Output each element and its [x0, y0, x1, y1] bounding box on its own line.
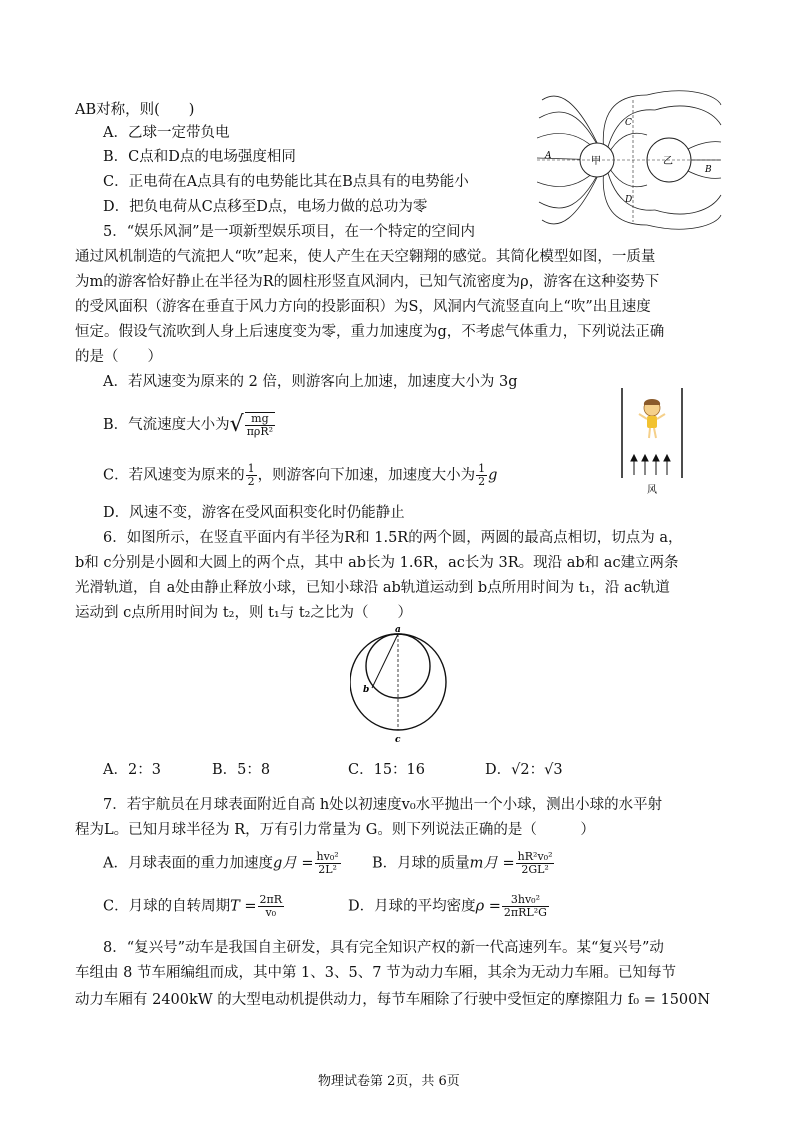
q7-option-d-lhs: ρ =: [475, 898, 501, 915]
q4-label-jia: 甲: [591, 156, 601, 167]
q7-option-d-text: D．月球的平均密度: [348, 898, 476, 915]
q7-option-b-den: 2GL²: [521, 863, 549, 876]
q7-option-c-lhs: T =: [230, 898, 257, 915]
q7-option-a-text: A．月球表面的重力加速度: [103, 855, 273, 872]
q4-label-yi: 乙: [663, 156, 673, 167]
q5-option-b: B．气流速度大小为√ $\frac{mg}{\text{πρR²}}$: [103, 412, 274, 438]
q7-option-c-text: C．月球的自转周期: [103, 898, 231, 915]
q5-option-b-num: mg: [245, 413, 275, 426]
q4-option-c: C．正电荷在A点具有的电势能比其在B点具有的电势能小: [103, 174, 469, 190]
q5-option-b-text: B．气流速度大小为: [103, 417, 230, 433]
q7-option-a: [103, 851, 342, 876]
q5-option-d: D．风速不变，游客在受风面积变化时仍能静止: [103, 505, 405, 521]
q5-option-c-g: g: [488, 467, 498, 484]
q7-line-2: 程为L。已知月球半径为 R，万有引力常量为 G。则下列说法正确的是（ ）: [75, 822, 595, 838]
q4-stem-tail: AB对称，则( ): [75, 102, 195, 118]
page-footer: 物理试卷第 2页，共 6页: [318, 1074, 460, 1089]
q4-label-b: B: [705, 165, 712, 175]
q5-line-1: 5．“娱乐风洞”是一项新型娱乐项目，在一个特定的空间内: [103, 224, 476, 240]
q7-option-d: [348, 894, 550, 919]
q8-line-3: 动力车厢有 2400kW 的大型电动机提供动力，每节车厢除了行驶中受恒定的摩擦阻力 f₀ = 1500N: [75, 992, 711, 1008]
q7-option-b-lhs: m月 =: [469, 855, 515, 872]
q7-option-a-lhs: g月 =: [272, 855, 314, 872]
q7-option-b: [372, 851, 555, 876]
q4-option-b: B．C点和D点的电场强度相同: [103, 149, 296, 165]
q4-label-a: A: [545, 151, 552, 161]
q8-line-1: 8．“复兴号”动车是我国自主研发，具有完全知识产权的新一代高速列车。某“复兴号”动: [103, 940, 664, 956]
q7-option-c-num: 2πR: [259, 893, 283, 906]
q4-option-a: A．乙球一定带负电: [103, 125, 230, 141]
q6-line-3: 光滑轨道，自 a处由静止释放小球，已知小球沿 ab轨道运动到 b点所用时间为 t₁，沿 ac轨道: [75, 580, 670, 596]
q6-label-a: a: [395, 625, 401, 635]
q6-line-2: b和 c分别是小圆和大圆上的两个点，其中 ab长为 1.6R，ac长为 3R。现沿 ab和 ac建立两条: [75, 555, 679, 571]
q7-option-c: [103, 894, 285, 919]
q5-wind-tunnel-figure: [612, 383, 692, 498]
q5-option-c-frac2-num: 1: [478, 462, 486, 475]
q5-option-c: [103, 463, 497, 488]
q5-line-6: 的是（ ）: [75, 349, 162, 365]
q6-label-c: c: [395, 735, 401, 744]
q6-label-b: b: [363, 685, 370, 695]
q8-line-2: 车组由 8 节车厢编组而成，其中第 1、3、5、7 节为动力车厢，其余为无动力车厢。已知每节: [75, 965, 677, 981]
q5-option-b-den: πρR²: [246, 425, 274, 438]
q5-figure-label: 风: [647, 485, 657, 496]
q5-option-c-frac1-den: 2: [247, 475, 255, 488]
q6-circles-figure: [350, 622, 450, 744]
q6-option-d: D．√2：√3: [485, 762, 563, 778]
q4-label-c: C: [625, 118, 632, 128]
q5-option-c-frac1-num: 1: [247, 462, 255, 475]
q5-line-2: 通过风机制造的气流把人“吹”起来，使人产生在天空翱翔的感觉。其简化模型如图，一质量: [75, 249, 656, 265]
q7-option-b-num: hR²v₀²: [517, 850, 553, 863]
wind-arrows-icon: [631, 455, 670, 475]
q7-option-c-den: v₀: [265, 906, 277, 919]
q7-line-1: 7．若宇航员在月球表面附近自高 h处以初速度v₀水平抛出一个小球，测出小球的水平射: [103, 797, 663, 813]
q5-line-4: 的受风面积（游客在垂直于风力方向的投影面积）为S，风洞内气流竖直向上“吹”出且速度: [75, 299, 651, 315]
tourist-icon: [639, 399, 665, 438]
q5-option-c-pre: C．若风速变为原来的: [103, 467, 245, 484]
q5-line-5: 恒定。假设气流吹到人身上后速度变为零，重力加速度为g，不考虑气体重力，下列说法正确: [75, 324, 665, 340]
q6-line-1: 6．如图所示，在竖直平面内有半径为R和 1.5R的两个圆，两圆的最高点相切，切点为 a，: [103, 530, 683, 546]
q6-option-a: A．2：3: [103, 762, 161, 778]
q5-line-3: 为m的游客恰好静止在半径为R的圆柱形竖直风洞内，已知气流密度为ρ，游客在这种姿势下: [75, 274, 660, 290]
q7-option-a-den: 2L²: [318, 863, 337, 876]
q5-option-a: A．若风速变为原来的 2 倍，则游客向上加速，加速度大小为 3g: [103, 374, 518, 390]
q6-line-4: 运动到 c点所用时间为 t₂，则 t₁与 t₂之比为（ ）: [75, 605, 412, 621]
q7-option-d-den: 2πRL²G: [503, 906, 547, 919]
q7-option-a-num: hv₀²: [316, 850, 339, 863]
q5-option-c-frac2-den: 2: [478, 475, 486, 488]
q4-option-d: D．把负电荷从C点移至D点，电场力做的总功为零: [103, 199, 428, 215]
q7-option-b-text: B．月球的质量: [372, 855, 470, 872]
q6-option-b: B．5：8: [212, 762, 271, 778]
q7-option-d-num: 3hv₀²: [502, 894, 549, 907]
q5-option-c-mid: ，则游客向下加速，加速度大小为: [257, 467, 476, 484]
q6-option-c: C．15：16: [348, 762, 425, 778]
q4-field-figure: [537, 90, 722, 230]
q4-label-d: D: [625, 195, 633, 205]
